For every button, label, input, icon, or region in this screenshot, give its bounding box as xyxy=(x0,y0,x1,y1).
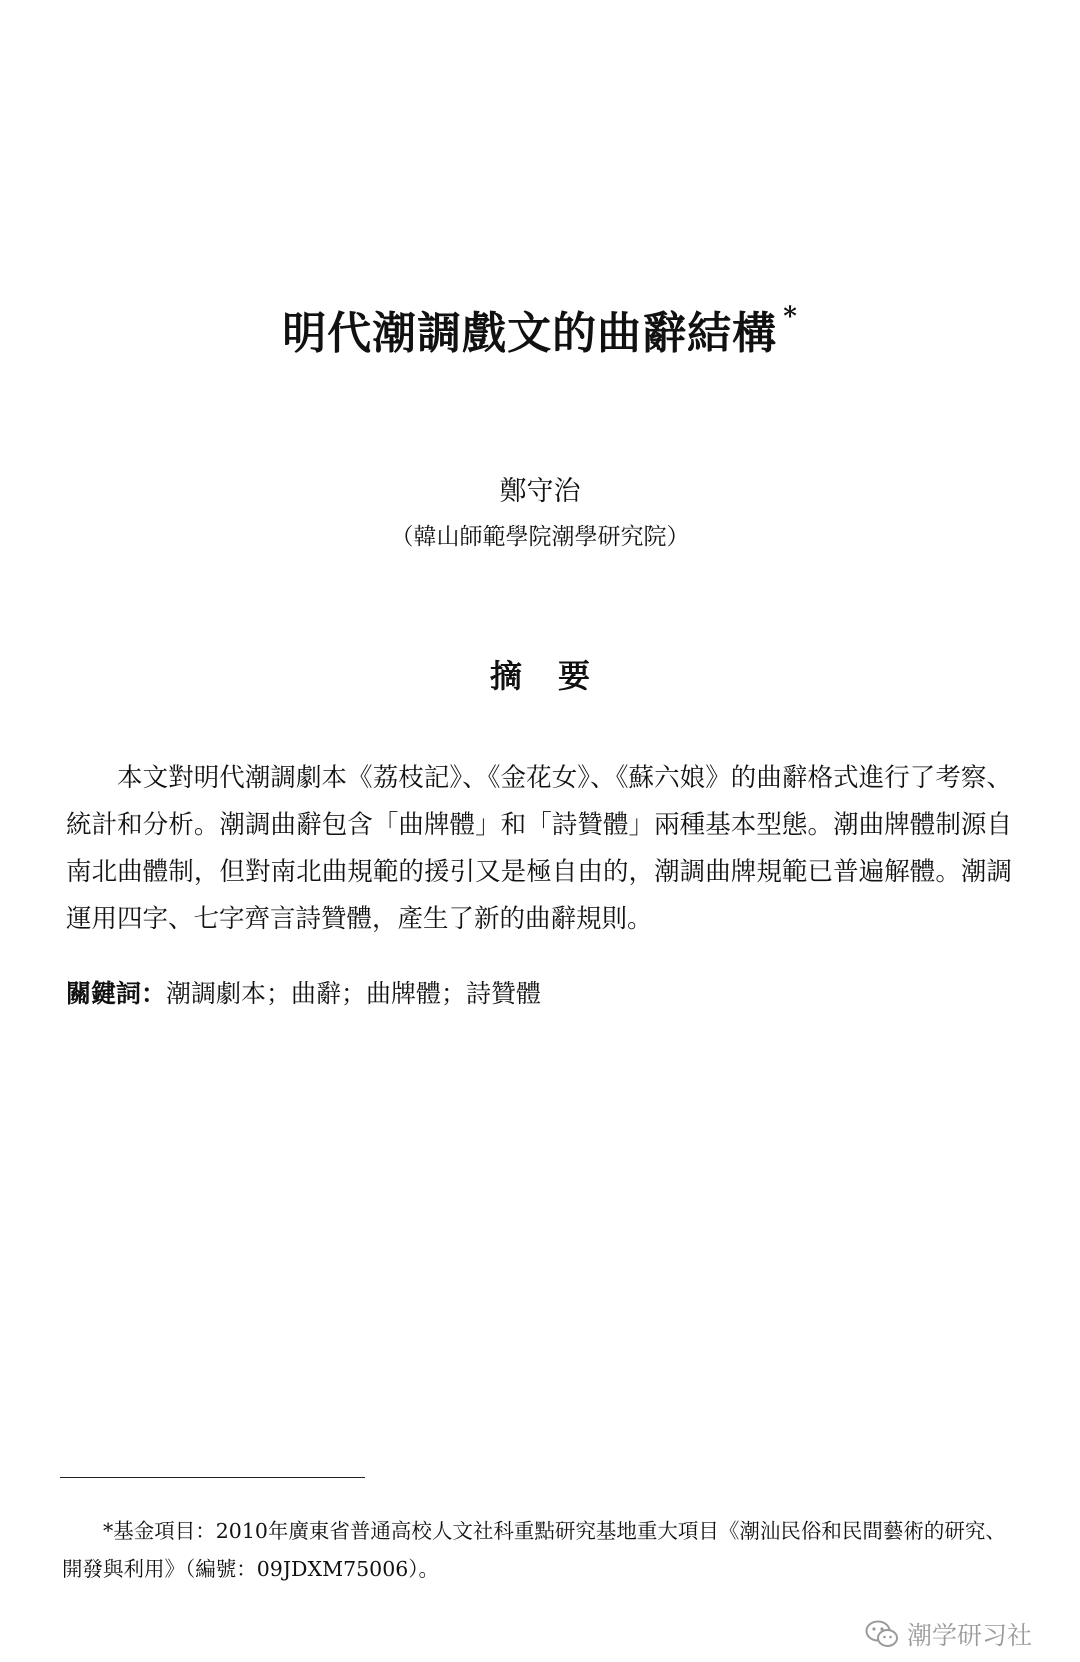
footnote-divider xyxy=(60,1477,365,1478)
watermark-text: 潮学研习社 xyxy=(907,1621,1033,1650)
author-affiliation: （韓山師範學院潮學研究院） xyxy=(390,524,690,550)
wechat-icon xyxy=(865,1619,899,1649)
watermark xyxy=(865,1618,1032,1650)
keywords-list: 潮調劇本；曲辭；曲牌體；詩贊體 xyxy=(166,979,542,1008)
abstract-heading: 摘要 xyxy=(489,657,626,695)
paper-title xyxy=(0,302,1080,359)
title-footnote-mark: * xyxy=(783,302,798,332)
title-text: 明代潮調戲文的曲辭結構 xyxy=(282,308,778,359)
keywords-line xyxy=(66,978,1012,1011)
author-name: 鄭守治 xyxy=(499,476,581,507)
keywords-label: 關鍵詞： xyxy=(66,979,167,1008)
funding-footnote: *基金項目：2010年廣東省普通高校人文社科重點研究基地重大項目《潮汕民俗和民間藝術的研究、開發與利用》（編號：09JDXM75006）。 xyxy=(62,1519,1006,1581)
abstract-body: 本文對明代潮調劇本《荔枝記》、《金花女》、《蘇六娘》的曲辭格式進行了考察、統計和分析。潮調曲辭包含「曲牌體」和「詩贊體」兩種基本型態。潮曲牌體制源自南北曲體制，但對南北曲規範的援引又是極自由的，潮調曲牌規範已普遍解體。潮調運用四字、七字齊言詩贊體，產生了新的曲辭規則。 xyxy=(66,763,1012,934)
